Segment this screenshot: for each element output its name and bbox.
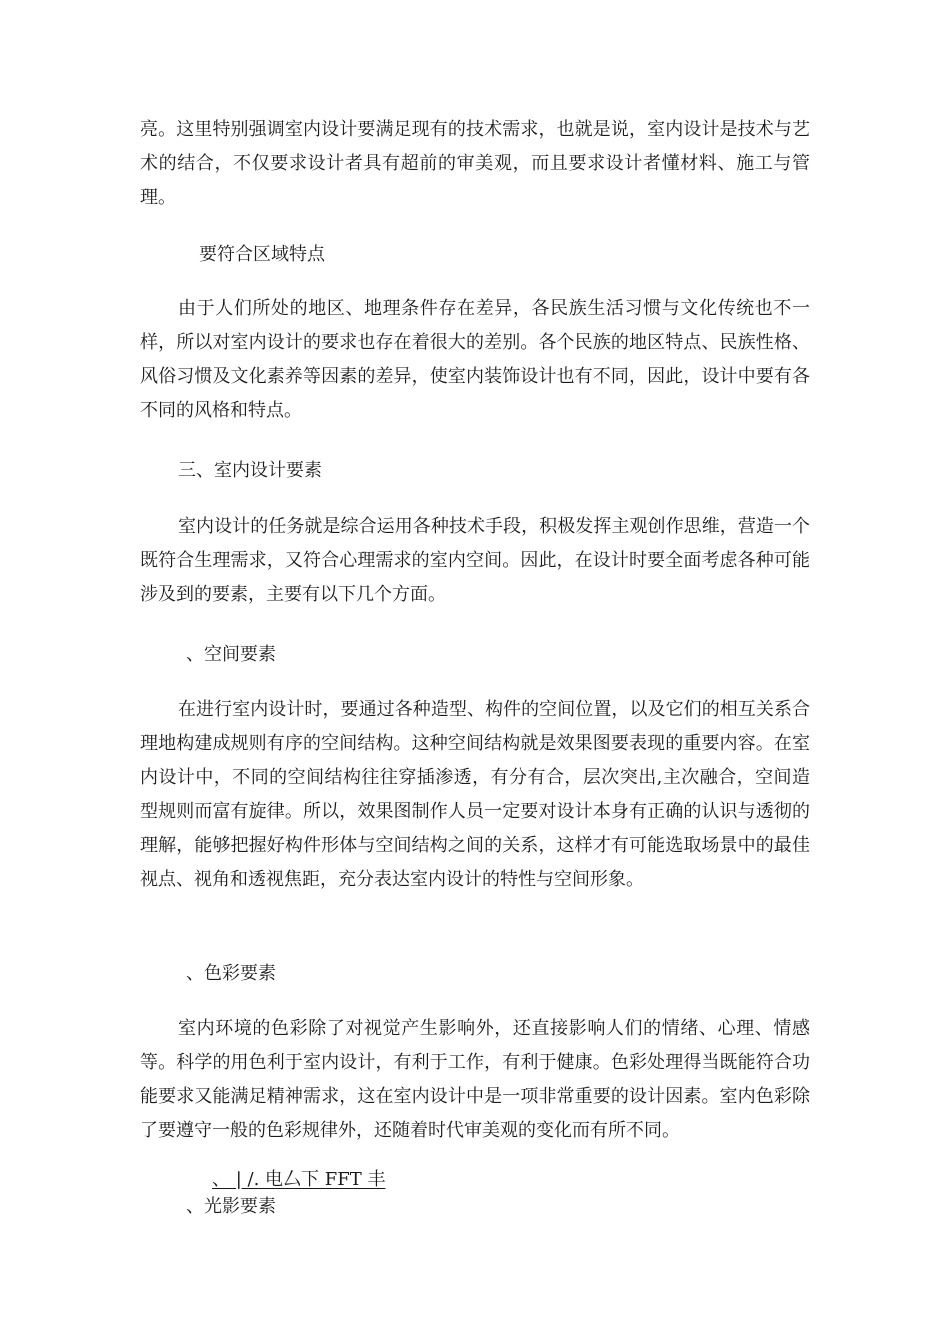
paragraph-regional-differences: 由于人们所处的地区、地理条件存在差异，各民族生活习惯与文化传统也不一样，所以对室内设计的要求也存在着很大的差别。各个民族的地区特点、民族性格、风俗习惯及文化素养等因素的差异，使室内装饰设计也有不同，因此，设计中要有各不同的风格和特点。 [140,298,810,421]
paragraph-space-structure: 在进行室内设计时，要通过各种造型、构件的空间位置，以及它们的相互关系合理地构建成规则有序的空间结构。这种空间结构就是效果图要表现的重要内容。在室内设计中，不同的空间结构往往穿插渗透，有分有合，层次突出,主次融合，空间造型规则而富有旋律。所以，效果图制作人员一定要对设计本身有正确的认识与透彻的理解，能够把握好构件形体与空间结构之间的关系，这样才有可能选取场景中的最佳视点、视角和透视焦距，充分表达室内设计的特性与空间形象。 [140,699,810,890]
heading-color-elements: 、色彩要素 [186,963,276,984]
paragraph-technical-art: 亮。这里特别强调室内设计要满足现有的技术需求，也就是说，室内设计是技术与艺术的结合，不仅要求设计者具有超前的审美观，而且要求设计者懂材料、施工与管理。 [140,119,810,208]
heading-regional-features: 要符合区域特点 [199,244,325,265]
paragraph-color-effects: 室内环境的色彩除了对视觉产生影响外，还直接影响人们的情绪、心理、情感等。科学的用色利于室内设计，有利于工作，有利于健康。色彩处理得当既能符合功能要求又能满足精神需求，这在室内设计中是一项非常重要的设计因素。室内色彩除了要遵守一般的色彩规律外，还随着时代审美观的变化而有所不同。 [140,1018,810,1141]
heading-light-elements: 、光影要素 [186,1196,276,1217]
heading-space-elements: 、空间要素 [186,644,276,665]
paragraph-design-task: 室内设计的任务就是综合运用各种技术手段，积极发挥主观创作思维，营造一个既符合生理需求，又符合心理需求的室内空间。因此，在设计时要全面考虑各种可能涉及到的要素，主要有以下几个方面。 [140,516,810,605]
scan-artifact-line: 、 | /. 电厶下 FFT 丰 [212,1169,386,1190]
heading-section-three: 三、室内设计要素 [178,460,322,481]
